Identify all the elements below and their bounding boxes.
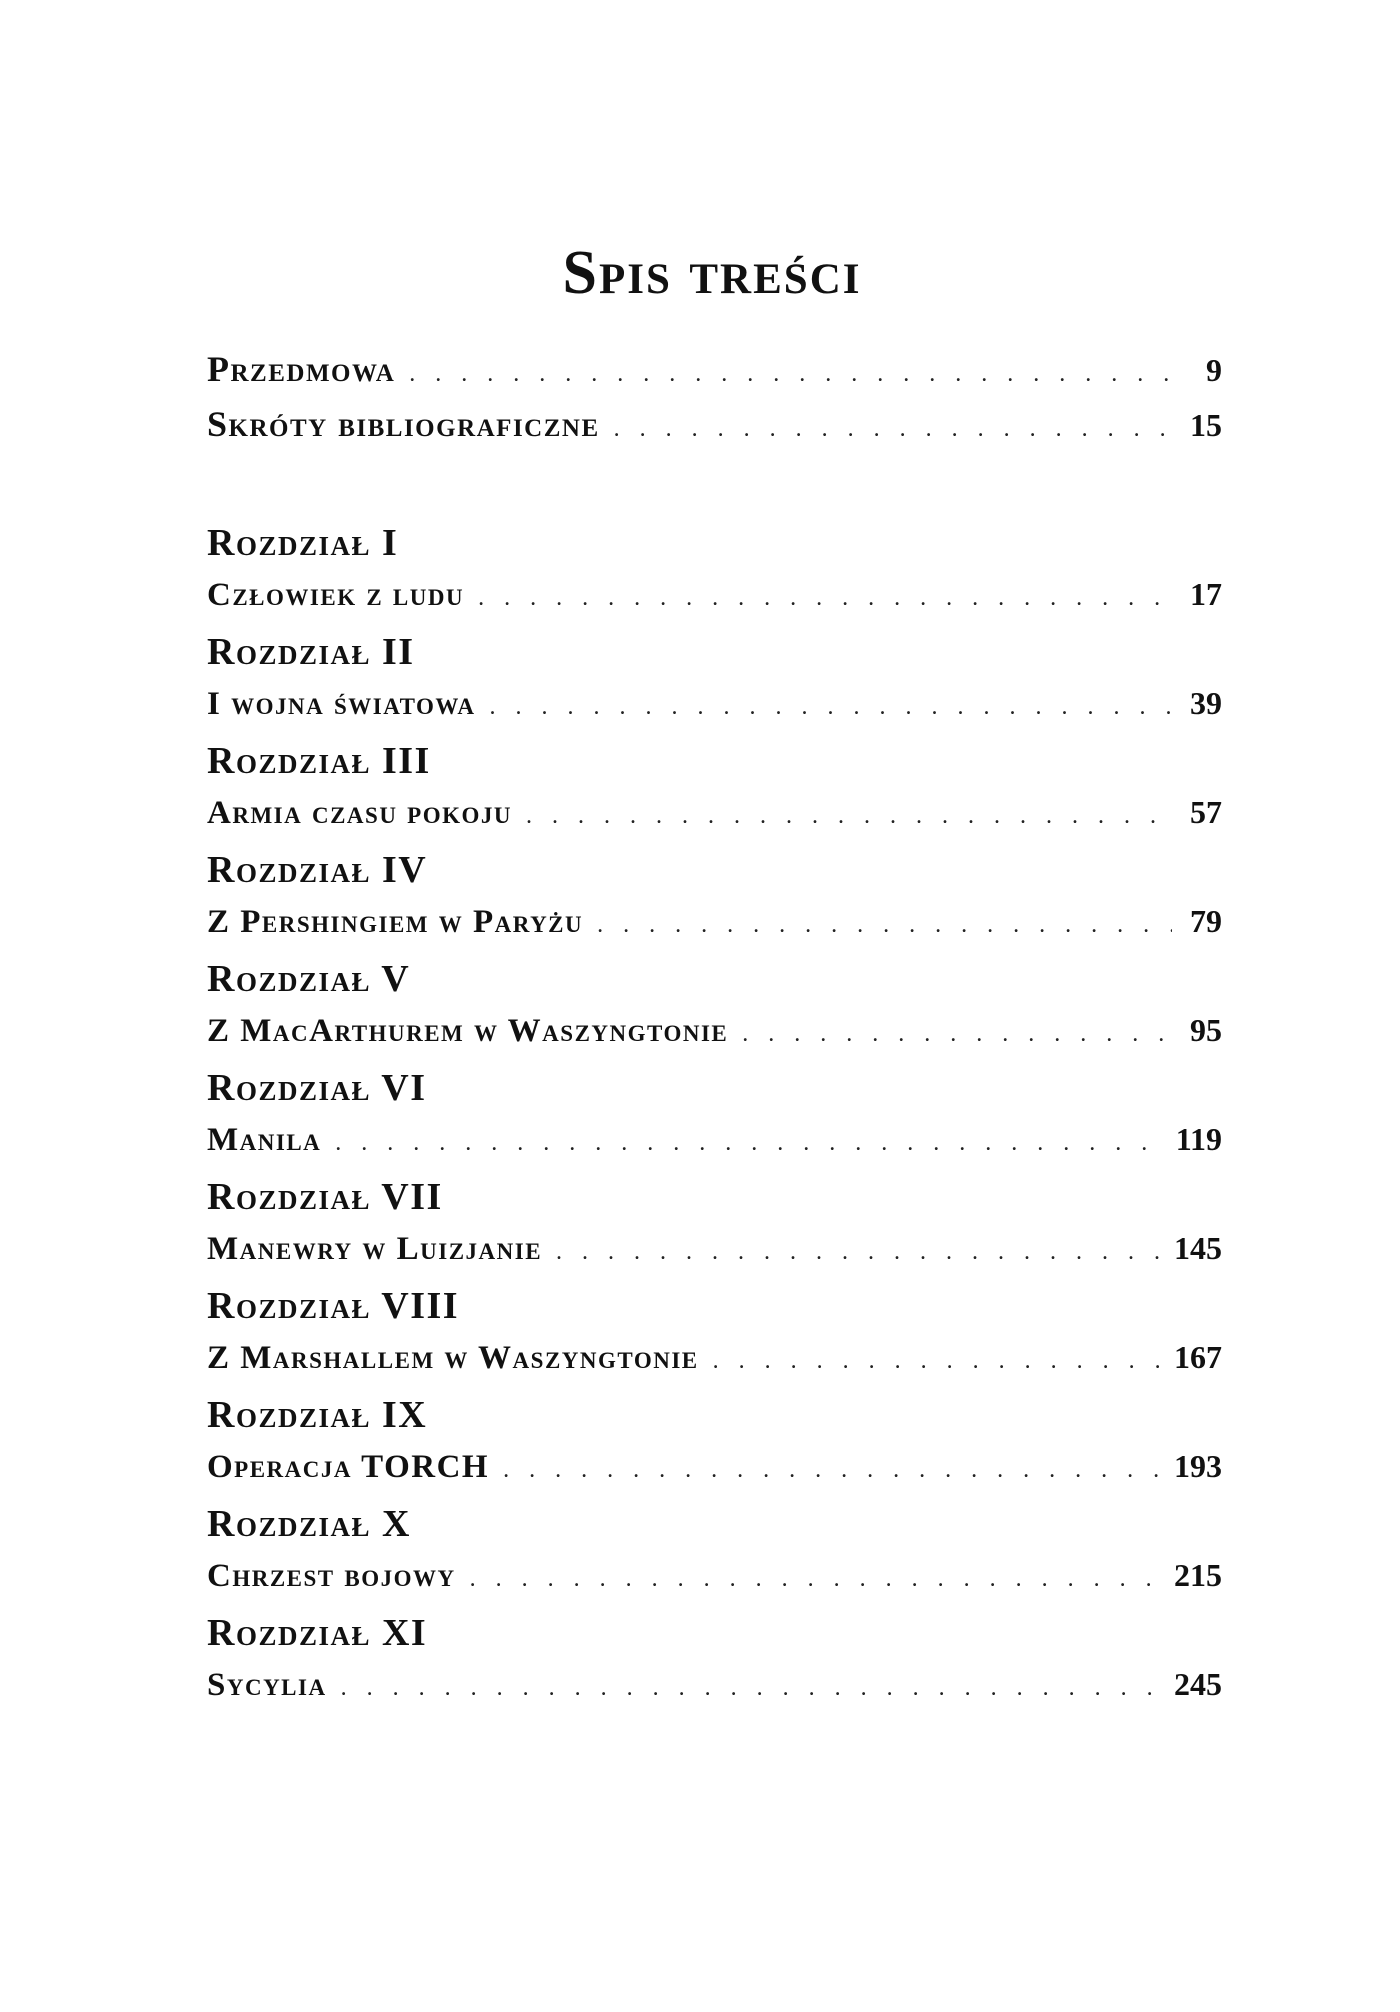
dot-leader (489, 683, 1172, 731)
chapter-heading: Rozdział X (207, 1503, 411, 1545)
toc-entry-label: Skróty bibliograficzne (207, 404, 600, 444)
toc-entry (207, 570, 1222, 625)
chapter-heading: Rozdział VII (207, 1176, 443, 1218)
toc-entry-page: 57 (1190, 794, 1222, 830)
dot-leader (503, 1446, 1164, 1494)
toc-entry-page: 119 (1175, 1121, 1222, 1157)
section-spacer (207, 452, 1222, 516)
dot-leader (556, 1228, 1164, 1276)
toc-chapter-6 (207, 1061, 1222, 1170)
toc-entry-label: Chrzest bojowy (207, 1558, 456, 1594)
toc-entry-label: Przedmowa (207, 349, 396, 389)
toc-entry-page: 9 (1206, 352, 1222, 388)
page-title: Spis treści (562, 239, 862, 307)
toc-entry (207, 897, 1222, 952)
toc-entry-label: Operacja TORCH (207, 1449, 490, 1485)
toc-entry-label: I wojna światowa (207, 686, 476, 722)
dot-leader (742, 1010, 1172, 1058)
toc-entry-label: Sycylia (207, 1667, 327, 1703)
toc-entry-page: 167 (1174, 1339, 1222, 1375)
chapter-heading: Rozdział VIII (207, 1285, 460, 1327)
toc-chapter-1 (207, 516, 1222, 625)
toc-chapter-11 (207, 1606, 1222, 1715)
dot-leader (341, 1664, 1164, 1712)
toc-entry-page: 15 (1190, 407, 1222, 443)
toc-entry-label: Z MacArthurem w Waszyngtonie (207, 1013, 729, 1049)
toc-entry-label: Armia czasu pokoju (207, 795, 513, 831)
toc-entry-page: 95 (1190, 1012, 1222, 1048)
toc-entry-page: 193 (1174, 1448, 1222, 1484)
toc-entry-page: 145 (1174, 1230, 1222, 1266)
toc-entry-page: 79 (1190, 903, 1222, 939)
toc-entry-label: Człowiek z ludu (207, 577, 465, 613)
toc-chapter-2 (207, 625, 1222, 734)
toc-entry (207, 1224, 1222, 1279)
table-of-contents (207, 342, 1222, 1715)
dot-leader (597, 901, 1172, 949)
toc-entry (207, 1115, 1222, 1170)
toc-entry (207, 1333, 1222, 1388)
toc-chapter-8 (207, 1279, 1222, 1388)
toc-entry-label: Z Pershingiem w Paryżu (207, 904, 584, 940)
chapter-heading: Rozdział IV (207, 849, 428, 891)
dot-leader (713, 1337, 1164, 1385)
toc-chapter-10 (207, 1497, 1222, 1606)
toc-entry (207, 1442, 1222, 1497)
chapter-heading: Rozdział I (207, 522, 399, 564)
dot-leader (478, 574, 1172, 622)
chapter-heading: Rozdział IX (207, 1394, 428, 1436)
toc-entry-page: 39 (1190, 685, 1222, 721)
dot-leader (409, 347, 1172, 402)
dot-leader (470, 1555, 1164, 1603)
toc-entry-page: 215 (1174, 1557, 1222, 1593)
chapter-heading: Rozdział V (207, 958, 411, 1000)
chapter-heading: Rozdział II (207, 631, 415, 673)
toc-entry-page: 17 (1190, 576, 1222, 612)
toc-entry (207, 1551, 1222, 1606)
toc-entry-abbreviations (207, 397, 1222, 452)
dot-leader (335, 1119, 1165, 1167)
toc-chapter-4 (207, 843, 1222, 952)
chapter-heading: Rozdział III (207, 740, 431, 782)
chapter-heading: Rozdział VI (207, 1067, 427, 1109)
toc-entry-label: Manewry w Luizjanie (207, 1231, 543, 1267)
toc-entry-page: 245 (1174, 1666, 1222, 1702)
dot-leader (526, 792, 1172, 840)
toc-chapter-5 (207, 952, 1222, 1061)
toc-entry-preface (207, 342, 1222, 397)
toc-entry-label: Z Marshallem w Waszyngtonie (207, 1340, 699, 1376)
toc-entry (207, 1006, 1222, 1061)
toc-entry-label: Manila (207, 1122, 322, 1158)
chapter-heading: Rozdział XI (207, 1612, 428, 1654)
toc-entry (207, 679, 1222, 734)
toc-entry (207, 1660, 1222, 1715)
toc-chapter-9 (207, 1388, 1222, 1497)
toc-chapter-3 (207, 734, 1222, 843)
dot-leader (614, 402, 1172, 457)
toc-chapter-7 (207, 1170, 1222, 1279)
toc-entry (207, 788, 1222, 843)
